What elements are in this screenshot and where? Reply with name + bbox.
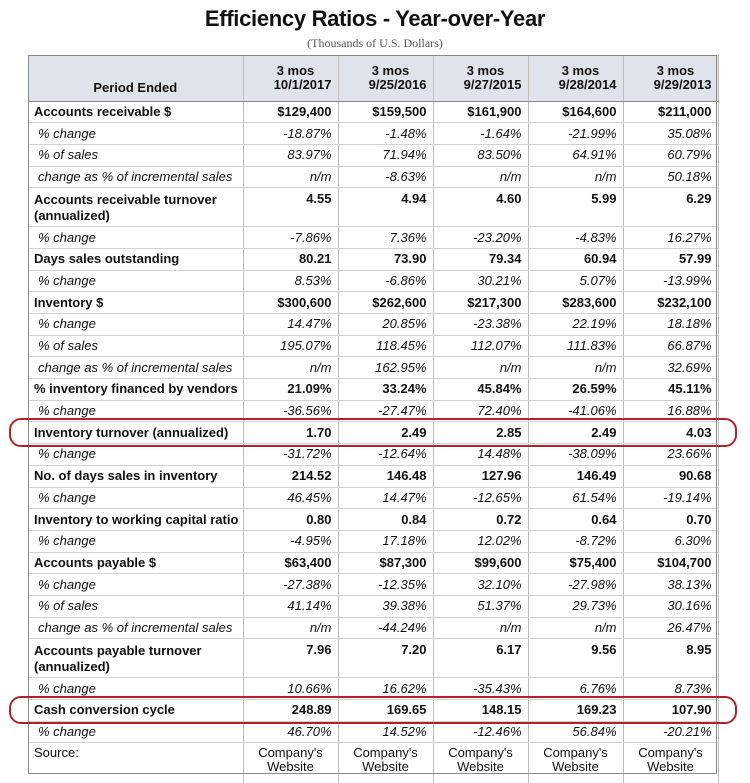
table-cell: 7.20 (338, 639, 433, 678)
table-cell: 18.18% (623, 314, 718, 336)
table-cell: 26.47% (623, 617, 718, 639)
table-cell: 0.64 (528, 509, 623, 531)
table-cell: 127.96 (433, 465, 528, 487)
table-cell: n/m (433, 617, 528, 639)
row-label: change as % of incremental sales (28, 166, 243, 188)
table-cell: $99,600 (433, 552, 528, 574)
table-cell: 14.52% (338, 721, 433, 743)
table-cell: -8.63% (338, 166, 433, 188)
table-cell: 20.85% (338, 314, 433, 336)
table-cell: n/m (528, 617, 623, 639)
table-cell: n/m (243, 166, 338, 188)
row-label: change as % of incremental sales (28, 357, 243, 379)
table-cell: -12.65% (433, 487, 528, 509)
period-date-label: 9/29/2013 (653, 76, 712, 92)
table-subtitle: (Thousands of U.S. Dollars) (307, 36, 443, 50)
table-cell: 46.70% (243, 721, 338, 743)
row-label: No. of days sales in inventory (28, 465, 243, 487)
table-cell: 56.84% (528, 721, 623, 743)
table-cell: 2.49 (338, 422, 433, 444)
table-cell: 16.62% (338, 678, 433, 700)
table-cell: -4.95% (243, 530, 338, 552)
period-length-label: 3 mos (656, 62, 695, 78)
table-cell: 17.18% (338, 530, 433, 552)
period-date-label: 10/1/2017 (273, 76, 332, 92)
table-cell: 26.59% (528, 379, 623, 401)
table-cell: 80.21 (243, 248, 338, 270)
table-cell: -38.09% (528, 444, 623, 466)
table-cell: 16.88% (623, 400, 718, 422)
row-label: % of sales (28, 335, 243, 357)
table-cell: $161,900 (433, 101, 528, 123)
table-cell: n/m (243, 617, 338, 639)
table-cell: 6.76% (528, 678, 623, 700)
row-label: Inventory $ (28, 292, 243, 314)
table-cell: $283,600 (528, 292, 623, 314)
table-cell: 66.87% (623, 335, 718, 357)
table-cell: 30.16% (623, 595, 718, 617)
table-cell: 1.70 (243, 422, 338, 444)
table-cell: Company's Website (623, 743, 718, 783)
table-cell: 4.55 (243, 188, 338, 227)
table-cell: 83.50% (433, 144, 528, 166)
table-cell: n/m (433, 357, 528, 379)
row-label: % of sales (28, 144, 243, 166)
table-cell: 0.84 (338, 509, 433, 531)
table-cell: 6.17 (433, 639, 528, 678)
table-cell: 5.99 (528, 188, 623, 227)
row-label: % of sales (28, 595, 243, 617)
table-cell: 195.07% (243, 335, 338, 357)
table-cell: -18.87% (243, 123, 338, 145)
table-cell: 0.80 (243, 509, 338, 531)
row-label: change as % of incremental sales (28, 617, 243, 639)
table-cell: -23.20% (433, 227, 528, 249)
table-cell: 169.23 (528, 700, 623, 722)
table-cell: 33.24% (338, 379, 433, 401)
table-cell: 22.19% (528, 314, 623, 336)
table-cell: 38.13% (623, 574, 718, 596)
table-cell: 72.40% (433, 400, 528, 422)
row-label: % change (28, 574, 243, 596)
row-label: % change (28, 444, 243, 466)
table-cell: -27.47% (338, 400, 433, 422)
table-cell: -20.21% (623, 721, 718, 743)
table-cell: 45.11% (623, 379, 718, 401)
table-cell: 9.56 (528, 639, 623, 678)
table-cell: 16.27% (623, 227, 718, 249)
row-label: Cash conversion cycle (28, 700, 243, 722)
table-cell: 30.21% (433, 270, 528, 292)
row-label: % change (28, 123, 243, 145)
table-cell: 39.38% (338, 595, 433, 617)
table-cell: 41.14% (243, 595, 338, 617)
table-cell: 71.94% (338, 144, 433, 166)
table-cell: -1.48% (338, 123, 433, 145)
table-cell: 10.66% (243, 678, 338, 700)
table-cell: 60.79% (623, 144, 718, 166)
table-cell: 4.94 (338, 188, 433, 227)
row-label: % change (28, 400, 243, 422)
table-cell: -36.56% (243, 400, 338, 422)
table-cell: 4.03 (623, 422, 718, 444)
period-date-label: 9/27/2015 (463, 76, 522, 92)
period-length-label: 3 mos (276, 62, 315, 78)
table-cell: -12.35% (338, 574, 433, 596)
period-length-label: 3 mos (371, 62, 410, 78)
table-cell: 146.49 (528, 465, 623, 487)
row-label: % change (28, 314, 243, 336)
table-cell: 5.07% (528, 270, 623, 292)
row-label: Inventory to working capital ratio (28, 509, 243, 531)
table-cell: $232,100 (623, 292, 718, 314)
table-cell: 6.30% (623, 530, 718, 552)
row-label: Days sales outstanding (28, 248, 243, 270)
table-cell: 21.09% (243, 379, 338, 401)
highlight-ring (9, 418, 737, 447)
table-cell: 8.73% (623, 678, 718, 700)
row-label: Source: (28, 743, 243, 783)
table-cell: $104,700 (623, 552, 718, 574)
table-cell: $300,600 (243, 292, 338, 314)
table-cell: 214.52 (243, 465, 338, 487)
table-cell: -12.46% (433, 721, 528, 743)
row-label: % change (28, 530, 243, 552)
table-cell: $87,300 (338, 552, 433, 574)
table-cell: 90.68 (623, 465, 718, 487)
table-cell: $75,400 (528, 552, 623, 574)
period-date-label: 9/28/2014 (558, 76, 617, 92)
row-label: % change (28, 678, 243, 700)
table-cell: -44.24% (338, 617, 433, 639)
table-cell: 112.07% (433, 335, 528, 357)
table-cell: 32.10% (433, 574, 528, 596)
period-ended-header: Period Ended (28, 55, 243, 101)
table-cell: Company's Website (528, 743, 623, 783)
row-label: Accounts receivable $ (28, 101, 243, 123)
table-cell: 2.85 (433, 422, 528, 444)
table-cell: 61.54% (528, 487, 623, 509)
table-cell: $159,500 (338, 101, 433, 123)
table-cell: $129,400 (243, 101, 338, 123)
table-cell: 7.36% (338, 227, 433, 249)
row-label: % change (28, 721, 243, 743)
table-cell: Company's Website (338, 743, 433, 783)
row-label: Inventory turnover (annualized) (28, 422, 243, 444)
row-label: Accounts payable $ (28, 552, 243, 574)
table-cell: $217,300 (433, 292, 528, 314)
table-cell: 35.08% (623, 123, 718, 145)
highlight-ring (9, 696, 737, 725)
table-cell: -12.64% (338, 444, 433, 466)
row-label: % change (28, 487, 243, 509)
table-cell: $164,600 (528, 101, 623, 123)
table-cell: -6.86% (338, 270, 433, 292)
table-cell: 12.02% (433, 530, 528, 552)
table-cell: 111.83% (528, 335, 623, 357)
table-cell: n/m (433, 166, 528, 188)
table-cell: $262,600 (338, 292, 433, 314)
table-cell: 146.48 (338, 465, 433, 487)
table-cell: 83.97% (243, 144, 338, 166)
table-cell: -19.14% (623, 487, 718, 509)
table-cell: -27.98% (528, 574, 623, 596)
table-cell: -7.86% (243, 227, 338, 249)
table-cell: 45.84% (433, 379, 528, 401)
table-cell: 64.91% (528, 144, 623, 166)
table-cell: 73.90 (338, 248, 433, 270)
table-cell: 107.90 (623, 700, 718, 722)
table-cell: 8.95 (623, 639, 718, 678)
table-cell: $211,000 (623, 101, 718, 123)
table-cell: Company's Website (433, 743, 528, 783)
table-cell: 32.69% (623, 357, 718, 379)
table-cell: -8.72% (528, 530, 623, 552)
table-cell: 148.15 (433, 700, 528, 722)
row-label: Accounts payable turnover (annualized) (28, 639, 243, 678)
table-cell: -41.06% (528, 400, 623, 422)
table-cell: -31.72% (243, 444, 338, 466)
table-cell: Company's Website (243, 743, 338, 783)
table-cell: 6.29 (623, 188, 718, 227)
period-length-label: 3 mos (561, 62, 600, 78)
table-cell: n/m (528, 357, 623, 379)
table-cell: 57.99 (623, 248, 718, 270)
row-label: % change (28, 270, 243, 292)
table-cell: 46.45% (243, 487, 338, 509)
period-date-label: 9/25/2016 (368, 76, 427, 92)
table-cell: 8.53% (243, 270, 338, 292)
table-cell: 50.18% (623, 166, 718, 188)
table-cell: -23.38% (433, 314, 528, 336)
table-cell: 248.89 (243, 700, 338, 722)
table-cell: 14.48% (433, 444, 528, 466)
row-label: % inventory financed by vendors (28, 379, 243, 401)
table-cell: 29.73% (528, 595, 623, 617)
table-cell: -1.64% (433, 123, 528, 145)
table-cell: 14.47% (243, 314, 338, 336)
table-cell: 79.34 (433, 248, 528, 270)
table-cell: 0.70 (623, 509, 718, 531)
table-cell: 60.94 (528, 248, 623, 270)
table-cell: 2.49 (528, 422, 623, 444)
table-cell: n/m (243, 357, 338, 379)
table-cell: n/m (528, 166, 623, 188)
row-label: Accounts receivable turnover (annualized) (28, 188, 243, 227)
table-cell: $63,400 (243, 552, 338, 574)
row-label: % change (28, 227, 243, 249)
table-cell: 7.96 (243, 639, 338, 678)
table-cell: -27.38% (243, 574, 338, 596)
table-frame (28, 55, 717, 774)
table-title: Efficiency Ratios - Year-over-Year (204, 6, 546, 31)
table-cell: -13.99% (623, 270, 718, 292)
table-cell: -4.83% (528, 227, 623, 249)
table-cell: -21.99% (528, 123, 623, 145)
table-cell: 169.65 (338, 700, 433, 722)
table-cell: 4.60 (433, 188, 528, 227)
table-cell: 23.66% (623, 444, 718, 466)
period-length-label: 3 mos (466, 62, 505, 78)
table-cell: -35.43% (433, 678, 528, 700)
table-cell: 14.47% (338, 487, 433, 509)
table-cell: 0.72 (433, 509, 528, 531)
table-cell: 118.45% (338, 335, 433, 357)
table-cell: 162.95% (338, 357, 433, 379)
table-cell: 51.37% (433, 595, 528, 617)
